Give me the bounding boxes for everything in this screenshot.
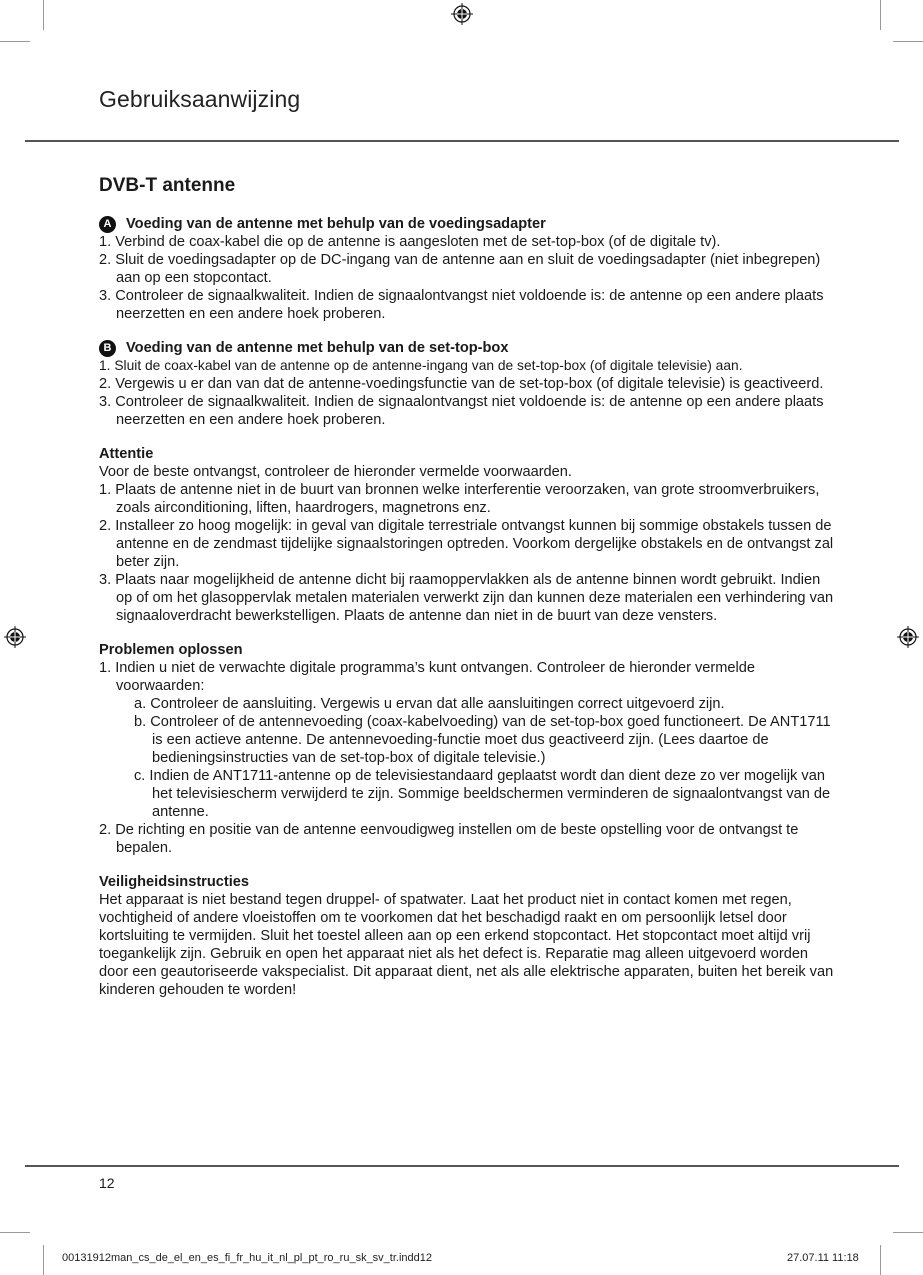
crop-mark bbox=[893, 1232, 923, 1233]
problemen-title: Problemen oplossen bbox=[99, 642, 243, 658]
list-item: 3. Controleer de signaalkwaliteit. Indien de signaalontvangst niet voldoende is: de antenne op een andere plaats neerzetten en een andere hoek proberen. bbox=[99, 288, 824, 322]
section-a-title-text: Voeding van de antenne met behulp van de voedingsadapter bbox=[126, 216, 546, 232]
crop-mark bbox=[43, 1245, 44, 1275]
veiligheid-text: Het apparaat is niet bestand tegen druppel- of spatwater. Laat het product niet in contact komen met regen, vochtigheid of andere vloeistoffen om te voorkomen dat het beschadigd raakt en om persoonlijk letsel door kortsluiting te vermijden. Sluit het toestel alleen aan op een erkend stopcontact. Het stopcontact moet altijd vrij toegankelijk zijn. Gebruik en open het apparaat niet als het defect is. Reparatie mag alleen uitgevoerd worden door een geautoriseerde vakspecialist. Dit apparaat dient, net als alle elektrische apparaten, buiten het bereik van kinderen gehouden te worden! bbox=[99, 892, 834, 998]
circled-b-icon: B bbox=[99, 340, 116, 357]
attentie-title: Attentie bbox=[99, 446, 154, 462]
registration-mark-icon bbox=[4, 626, 26, 648]
crop-mark bbox=[43, 0, 44, 30]
list-item: 1. Verbind de coax-kabel die op de antenne is aangesloten met de set-top-box (of de digitale tv). bbox=[99, 234, 721, 250]
section-heading: DVB-T antenne bbox=[99, 175, 236, 196]
footer-date-time: 27.07.11 11:18 bbox=[787, 1252, 859, 1264]
section-a-title bbox=[99, 215, 839, 233]
circled-a-icon: A bbox=[99, 216, 116, 233]
sub-list-item: c. Indien de ANT1711-antenne op de televisiestandaard geplaatst wordt dan dient deze zo ver mogelijk van het televisiescherm verwijderd te zijn. Sommige beeldschermen verminderen de signaalontvangst van de antenne. bbox=[134, 768, 831, 820]
veiligheid-section bbox=[99, 873, 839, 999]
section-a-list bbox=[99, 233, 839, 323]
list-item: 2. Installeer zo hoog mogelijk: in geval van digitale terrestriale ontvangst kunnen bij sommige obstakels tussen de antenne en de zendmast tijdelijke signaalstoringen optreden. Voorkom dergelijke obstakels en de ontvangst zal beter zijn. bbox=[99, 518, 834, 570]
attentie-intro: Voor de beste ontvangst, controleer de hieronder vermelde voorwaarden. bbox=[99, 464, 572, 480]
page-number: 12 bbox=[99, 1175, 115, 1191]
problemen-list bbox=[99, 659, 839, 857]
list-item: 1. Plaats de antenne niet in de buurt van bronnen welke interferentie veroorzaken, van grote stroomverbruikers, zoals airconditioning, liften, haardrogers, magnetrons enz. bbox=[99, 482, 820, 516]
section-b bbox=[99, 339, 839, 429]
list-item: 1. Sluit de coax-kabel van de antenne op de antenne-ingang van de set-top-box (of digitale televisie) aan. bbox=[99, 358, 743, 373]
list-item: 2. De richting en positie van de antenne eenvoudigweg instellen om de beste opstelling voor de ontvangst te bepalen. bbox=[99, 822, 799, 856]
main-content bbox=[99, 174, 839, 1015]
section-b-title-text: Voeding van de antenne met behulp van de set-top-box bbox=[126, 340, 509, 356]
crop-mark bbox=[893, 41, 923, 42]
list-item-text: 1. Indien u niet de verwachte digitale programma’s kunt ontvangen. Controleer de hieronder vermelde voorwaarden: bbox=[99, 660, 756, 694]
section-b-title bbox=[99, 339, 839, 357]
crop-mark bbox=[0, 41, 30, 42]
crop-mark bbox=[880, 1245, 881, 1275]
list-item: 3. Plaats naar mogelijkheid de antenne dicht bij raamoppervlakken als de antenne binnen wordt gebruikt. Indien op of om het glasoppervlak metalen materialen verwerkt zijn dan kunnen deze materialen een verhindering van signaaloverdracht bewerkstelligen. Plaats de antenne dan niet in de buurt van deze vensters. bbox=[99, 572, 834, 624]
section-b-list bbox=[99, 357, 839, 429]
problemen-sublist bbox=[116, 695, 839, 821]
registration-mark-icon bbox=[451, 3, 473, 25]
registration-mark-icon bbox=[897, 626, 919, 648]
crop-mark bbox=[0, 1232, 30, 1233]
footer-file-name bbox=[62, 1252, 432, 1264]
problemen-section bbox=[99, 641, 839, 857]
section-a bbox=[99, 215, 839, 323]
attentie-section bbox=[99, 445, 839, 625]
list-item bbox=[99, 659, 839, 821]
sub-list-item: a. Controleer de aansluiting. Vergewis u ervan dat alle aansluitingen correct uitgevoerd zijn. bbox=[134, 696, 725, 712]
veiligheid-title: Veiligheidsinstructies bbox=[99, 874, 250, 890]
attentie-list bbox=[99, 481, 839, 625]
list-item: 2. Sluit de voedingsadapter op de DC-ingang van de antenne aan en sluit de voedingsadapter (niet inbegrepen) aan op een stopcontact. bbox=[99, 252, 821, 286]
page-header-title: Gebruiksaanwijzing bbox=[99, 86, 301, 112]
sub-list-item: b. Controleer of de antennevoeding (coax-kabelvoeding) van de set-top-box goed functioneert. De ANT1711 is een actieve antenne. De antennevoeding-functie moet dus geactiveerd zijn. (Lees daartoe de bedieningsinstructies van de set-top-box of digitale televisie.) bbox=[134, 714, 831, 766]
list-item: 2. Vergewis u er dan van dat de antenne-voedingsfunctie van de set-top-box (of digitale televisie) is geactiveerd. bbox=[99, 376, 824, 392]
crop-mark bbox=[880, 0, 881, 30]
file-name-end: 12 bbox=[419, 1252, 433, 1264]
footer-divider bbox=[25, 1165, 899, 1167]
list-item: 3. Controleer de signaalkwaliteit. Indien de signaalontvangst niet voldoende is: de antenne op een andere plaats neerzetten en een andere hoek proberen. bbox=[99, 394, 824, 428]
file-name-start: 00131912man_cs_de_el_en_es_fi_fr_hu_it_nl_pl_pt_ro_ru_sk_sv_tr.indd bbox=[62, 1252, 420, 1264]
header-divider bbox=[25, 140, 899, 142]
